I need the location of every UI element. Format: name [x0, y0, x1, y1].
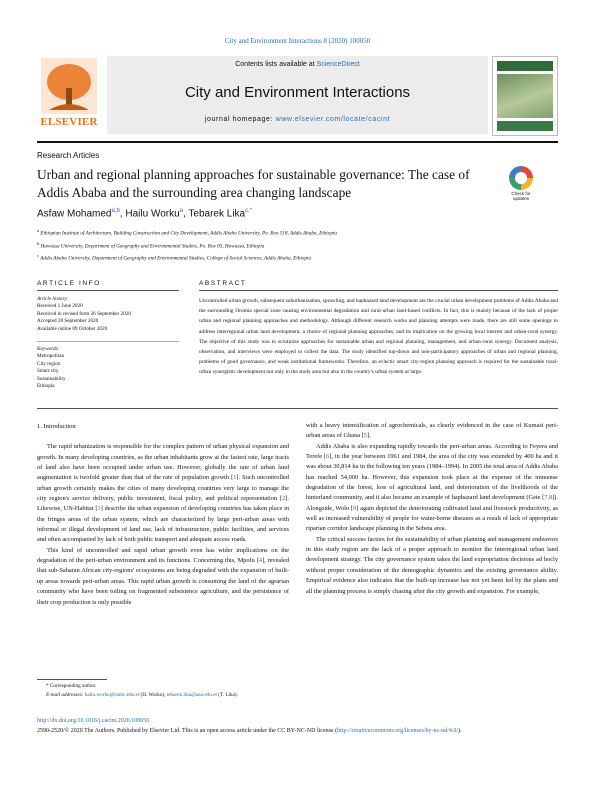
keywords-heading: Keywords:	[37, 346, 60, 352]
abstract-text: Uncontrolled urban growth, subsequent suburbanization, sprawling, and haphazard land development are the crucial urban development problems of Addis Ababa and the surrounding Oromia special zone causing environmental degradation and rural-urban land-based conflicts. In fact, this is mainly because of the lack of proper urban and regional planning approaches and methodology. Although different research works and planning attempts were made, there are still some openings to address interregional urban land development, a choice of regional planning approaches, and its implication on the growing local interest and urban-rural synergy. The objective of this study was to scrutinize approaches for sustainable urban and regional planning, management, and urban-rural synergy. Document analysis, observation, and interviews were employed to collect the data. The study identified top-down and non-participatory approaches of urban and regional planning, problems of good governance, and weak institutional frameworks. Therefore, an eclectic smart city-region planning approach is required for the sustainable rural-urban synergistic development not only in the study area but also in the country's urban system at large.	[199, 298, 558, 376]
journal-header	[37, 56, 558, 136]
keyword: Ethiopia	[37, 383, 55, 390]
author-affil-mark[interactable]: a	[179, 208, 184, 214]
homepage-label: journal homepage:	[204, 116, 276, 123]
check-updates-line1: Check for	[511, 191, 531, 196]
cover-image	[497, 74, 553, 118]
affiliation-text: Ethiopian Institute of Architecture, Building Construction and City Development, Addis Ababa University, Po. Box 518, Addis Ababa, Ethiopia	[40, 230, 337, 237]
keyword: City region	[37, 360, 61, 367]
text-run: ] describe the urban expansion of developing countries has taken place in the fringes areas of the urban system, which are characterized by large peri-urban areas with informal or illegal development of land use, lack of infrastructure, public facilities, and services and often accompanied by lack of both public transport and adequate access roads.	[37, 505, 290, 544]
body-column-right	[306, 421, 558, 597]
history-item: Received 1 June 2020	[37, 303, 83, 310]
text-run: ]. Such uncontrolled urban growth certainly makes the cities of many developing countries very large to manage the city region's service delivery, public investment, fiscal policy, and political representation [	[37, 474, 289, 503]
text-run: The rapid urbanization is responsible for the complex pattern of urban physical expansion and growth. In many developing countries, as the urban inhabitants grow at the fastest rate, large tracts of land also have been occupied under urban use. However, globally the rate of urban land augmentation is twofold greater than that of the rate of population growth [	[37, 443, 289, 482]
license-link[interactable]: http://creativecommons.org/licenses/by-nc-nd/4.0/	[337, 728, 458, 734]
affiliation-item	[37, 239, 558, 252]
homepage-link[interactable]: www.elsevier.com/locate/cacint	[275, 116, 391, 123]
email-owner: (H. Worku),	[139, 692, 167, 698]
license-text: 2590-2520/© 2020 The Authors. Published by Elsevier Ltd. This is an open access article under the CC BY-NC-ND license (	[37, 728, 338, 734]
citation-link[interactable]: 2	[282, 495, 286, 503]
citation-link[interactable]: 1	[233, 474, 237, 482]
affiliation-item	[37, 226, 558, 239]
info-divider	[37, 341, 179, 342]
email-owner: (T. Lika).	[216, 692, 238, 698]
text-run: ]). Alongside, Wolu [	[306, 494, 558, 512]
journal-reference[interactable]: City and Environment Interactions 8 (2020) 100050	[224, 37, 371, 45]
elsevier-wordmark: ELSEVIER	[40, 116, 98, 128]
history-heading: Article history:	[37, 296, 69, 302]
check-updates-text	[504, 191, 538, 201]
article-info-rule	[37, 290, 179, 291]
paper-title: Urban and regional planning approaches for sustainable governance: The case of Addis Ababa and the surrounding area changing landscape	[37, 167, 470, 200]
author-list: Asfaw Mohamed$^{a,b}$, Hailu Worku$^a$, Tebarek Lika$^{c,*}$	[37, 208, 253, 220]
sciencedirect-link[interactable]: ScienceDirect	[316, 61, 360, 68]
affiliations	[37, 226, 558, 264]
author-affil-mark[interactable]: c,*	[245, 208, 253, 214]
text-run: with a heavy intensification of agrochemicals, as clearly evidenced in the case of Kumasi peri-urban areas of Ghana [	[306, 422, 558, 440]
body-paragraph	[37, 546, 289, 608]
journal-title: City and Environment Interactions	[184, 84, 411, 101]
citation-link[interactable]: 6	[326, 453, 330, 461]
author-affil-mark[interactable]: a,b	[111, 208, 120, 214]
footnote-rule	[37, 679, 107, 680]
contents-prefix: Contents lists available at	[235, 61, 317, 68]
article-history	[37, 296, 179, 333]
text-run: ]. Likewise, UN-Habitat [	[37, 495, 289, 513]
citation-link[interactable]: 7,8	[544, 494, 553, 502]
footnotes	[46, 682, 546, 700]
abstract-rule	[199, 290, 558, 291]
text-run: Addis Ababa is also expanding rapidly towards the peri-urban areas. According to Feyera and Terefe [	[306, 442, 558, 461]
elsevier-tree-icon	[41, 58, 97, 114]
affiliation-mark: b	[37, 240, 40, 246]
doi-link[interactable]: http://dx.doi.org/10.1016/j.cacint.2020.100050	[37, 718, 150, 724]
journal-homepage	[107, 116, 488, 123]
text-run: ], in the year between 1961 and 1984, the area of the city was extended by 400 ha and it was about 30,814 ha in the following ten years (1984–1994). In 2005 the total area of Addis Ababa has reached 54,000 ha. However, this expansion took place at the expense of the immense degradation of the forest, loss of agricultural land, and deterioration of the livelihoods of the hinterland community, and it also became an example of haphazard land development (Gete [	[306, 453, 558, 502]
check-updates-icon	[509, 166, 533, 190]
keyword: Smart city	[37, 368, 59, 375]
keyword: Sustainability	[37, 375, 66, 382]
license-end: ).	[458, 728, 462, 734]
corresponding-note: * Corresponding author.	[46, 683, 97, 689]
header-rule	[37, 141, 558, 143]
history-item: Received in revised form 26 September 2020	[37, 310, 131, 317]
body-paragraph	[37, 442, 289, 545]
license-statement	[37, 727, 558, 736]
citation-link[interactable]: 4	[258, 557, 262, 565]
abstract-bottom-rule	[37, 408, 558, 409]
check-for-updates-badge[interactable]	[504, 166, 538, 200]
text-run: ], revealed that sub-Saharan African city-regions' ecosystems are being degraded with the expansion of built-up areas towards peri-urban areas. This rapid urban growth is consuming the land of the agrarian community who have been toiling on fragmented subsistence agriculture, and the persistence of their crop production is only possible	[37, 557, 289, 606]
keyword: Metropolitan	[37, 353, 65, 360]
author-name[interactable]: Hailu Worku	[125, 208, 180, 220]
contents-available	[107, 61, 488, 68]
text-run: This kind of uncontrolled and rapid urban growth even has wider implications on the degradation of the peri-urban environment and its functions. Concerning this, Mpofu [	[37, 546, 289, 565]
text-run: ] again depicted the deteriorating cultivated land and livestock productivity, as well as increased vulnerability of people for water-borne diseases as a result of lack of appropriate riparian corridor landscape planning in the Sebeta area.	[306, 504, 558, 533]
cover-band-bottom	[497, 121, 553, 131]
email-link[interactable]: tebarek.lika@aau.edu.et	[166, 692, 217, 698]
history-item: Accepted 28 September 2020	[37, 318, 99, 325]
email-label: E-mail addresses:	[46, 692, 85, 698]
journal-banner	[107, 56, 488, 134]
affiliation-mark: c	[37, 253, 39, 259]
article-info-label: ARTICLE INFO	[37, 280, 101, 287]
citation-link[interactable]: 3	[97, 505, 101, 513]
body-column-left	[37, 422, 289, 608]
affiliation-text: Hawassa University, Department of Geography and Environmental Studies, Po. Box 05, Hawassa, Ethiopia	[40, 243, 265, 250]
affiliation-mark: a	[37, 228, 39, 233]
email-link[interactable]: hailu.worku@eiabc.edu.et	[84, 692, 140, 698]
keywords-block	[37, 346, 179, 390]
abstract-label: ABSTRACT	[199, 280, 247, 287]
elsevier-logo[interactable]	[37, 58, 101, 132]
text-run: ].	[366, 432, 371, 440]
body-paragraph	[306, 535, 558, 597]
check-updates-line2: updates	[512, 196, 529, 201]
email-note	[46, 691, 546, 700]
citation-link[interactable]: 9	[353, 504, 357, 512]
body-paragraph	[306, 421, 558, 442]
cover-band-top	[497, 61, 553, 71]
section-heading: 1. Introduction	[37, 423, 76, 430]
citation-link[interactable]: 5	[363, 432, 367, 440]
history-item: Available online 09 October 2020	[37, 325, 108, 332]
affiliation-text: Addis Ababa University, Department of Geography and Environmental Studies, College of Social Sciences, Addis Ababa, Ethiopia	[40, 256, 312, 263]
author-name[interactable]: Asfaw Mohamed	[37, 208, 112, 220]
author-name[interactable]: Tebarek Lika	[188, 208, 246, 220]
journal-cover-thumbnail[interactable]	[492, 56, 558, 136]
body-paragraph	[306, 442, 558, 535]
text-run: The critical success factors for the sustainability of urban planning and management endeavors in this study region are the lack of a proper approach to monitor the interregional urban land development strategy. The city governance system takes the land expropriation decisions ad hocly without proper consideration of the demographic dynamics and the existing governance ability. Empirical evidence also indicates that the built-up increase has not yet been led by the plans and all the planning process is simply chasing after the city growth and expansion. For example,	[306, 535, 558, 595]
affiliation-item	[37, 251, 558, 264]
article-type: Research Articles	[37, 151, 100, 160]
